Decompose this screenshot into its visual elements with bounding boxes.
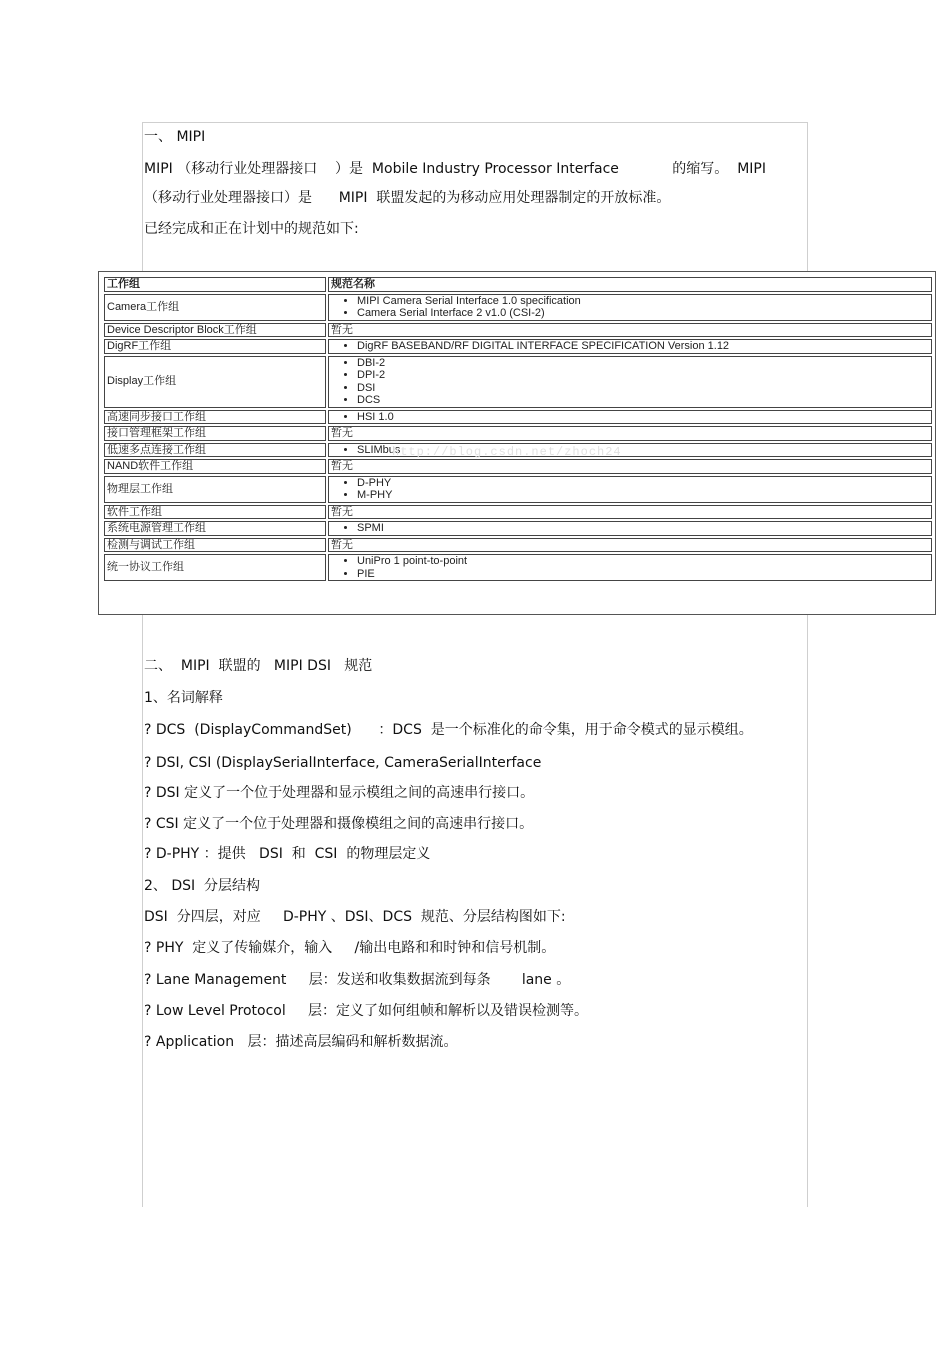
spec-list-item: • SLIMbus: [357, 444, 929, 457]
layer-lane-management: ? Lane Management 层：发送和收集数据流到每条 lane 。: [144, 972, 571, 988]
spec-name-cell: [328, 339, 932, 354]
working-group-cell: 接口管理框架工作组: [104, 426, 326, 441]
table-row: [104, 294, 932, 321]
spec-list: [331, 555, 929, 580]
spec-name-cell: [328, 294, 932, 321]
table-row: [104, 323, 932, 338]
spec-name-cell: 暂无: [328, 538, 932, 553]
spec-name-cell: [328, 476, 932, 503]
spec-list-item: • DCS: [357, 394, 929, 407]
watermark: http://blog.csdn.net/zhoch24: [392, 445, 622, 459]
table-header-row: [104, 277, 932, 292]
working-group-cell: 系统电源管理工作组: [104, 521, 326, 536]
working-group-cell: 物理层工作组: [104, 476, 326, 503]
spec-list-item: • D-PHY: [357, 477, 929, 490]
working-group-cell: NAND软件工作组: [104, 459, 326, 474]
spec-list: [331, 357, 929, 407]
table-row: [104, 459, 932, 474]
spec-list: [331, 295, 929, 320]
working-group-cell: 统一协议工作组: [104, 554, 326, 581]
working-group-cell: 低速多点连接工作组: [104, 443, 326, 458]
layer-phy: ? PHY 定义了传输媒介，输入 /输出电路和和时钟和信号机制。: [144, 940, 556, 956]
table-row: [104, 505, 932, 520]
spec-list-item: • HSI 1.0: [357, 411, 929, 424]
spec-list-item: • DSI: [357, 382, 929, 395]
section-2-heading: 二、 MIPI 联盟的 MIPI DSI 规范: [144, 658, 373, 674]
layer-low-level-protocol: ? Low Level Protocol 层：定义了如何组帧和解析以及错误检测等。: [144, 1003, 588, 1019]
term-dsi-csi: ? DSI, CSI (DisplaySerialInterface, CameraSerialInterface: [144, 755, 542, 771]
table-row: [104, 538, 932, 553]
spec-name-cell: [328, 356, 932, 408]
header-group: 工作组: [104, 277, 326, 292]
table-row: [104, 410, 932, 425]
working-group-cell: 软件工作组: [104, 505, 326, 520]
working-group-cell: DigRF工作组: [104, 339, 326, 354]
table-row: [104, 356, 932, 408]
subsection-1-heading: 1、名词解释: [144, 690, 223, 706]
term-dsi-def: ? DSI 定义了一个位于处理器和显示模组之间的高速串行接口。: [144, 785, 535, 801]
working-group-cell: Camera工作组: [104, 294, 326, 321]
layer-application: ? Application 层：描述高层编码和解析数据流。: [144, 1034, 458, 1050]
working-group-cell: 高速同步接口工作组: [104, 410, 326, 425]
working-group-cell: Display工作组: [104, 356, 326, 408]
spec-list-item: • SPMI: [357, 522, 929, 535]
spec-table-container: [98, 271, 936, 615]
spec-list-item: • DigRF BASEBAND/RF DIGITAL INTERFACE SPECIFICATION Version 1.12: [357, 340, 929, 353]
spec-name-cell: 暂无: [328, 459, 932, 474]
spec-name-cell: 暂无: [328, 323, 932, 338]
table-row: [104, 339, 932, 354]
table-row: [104, 521, 932, 536]
section-1-heading: 一、 MIPI: [144, 129, 206, 145]
spec-list-item: • MIPI Camera Serial Interface 1.0 specification: [357, 295, 929, 308]
term-dcs: ? DCS (DisplayCommandSet) ：DCS 是一个标准化的命令集，用于命令模式的显示模组。: [144, 722, 753, 738]
intro-paragraph-line-2: （移动行业处理器接口）是 MIPI 联盟发起的为移动应用处理器制定的开放标准。: [144, 190, 671, 206]
term-csi-def: ? CSI 定义了一个位于处理器和摄像模组之间的高速串行接口。: [144, 816, 534, 832]
spec-list-item: • UniPro 1 point-to-point: [357, 555, 929, 568]
spec-name-cell: [328, 554, 932, 581]
spec-name-cell: [328, 521, 932, 536]
spec-name-cell: 暂无: [328, 426, 932, 441]
spec-name-cell: [328, 410, 932, 425]
table-row: [104, 476, 932, 503]
spec-list: [331, 340, 929, 353]
table-row: [104, 426, 932, 441]
spec-list: [331, 522, 929, 535]
spec-list-item: • Camera Serial Interface 2 v1.0 (CSI-2): [357, 307, 929, 320]
working-group-cell: 检测与调试工作组: [104, 538, 326, 553]
spec-list-item: • M-PHY: [357, 489, 929, 502]
table-row: [104, 554, 932, 581]
spec-table: [102, 275, 934, 583]
spec-list-item: • PIE: [357, 568, 929, 581]
spec-name-cell: 暂无: [328, 505, 932, 520]
spec-list-item: • DBI-2: [357, 357, 929, 370]
spec-list-item: • DPI-2: [357, 369, 929, 382]
term-dphy: ? D-PHY ：提供 DSI 和 CSI 的物理层定义: [144, 846, 431, 862]
subsection-2-heading: 2、 DSI 分层结构: [144, 878, 261, 894]
spec-list: [331, 411, 929, 424]
spec-list-intro: 已经完成和正在计划中的规范如下:: [144, 221, 359, 237]
spec-list: [331, 477, 929, 502]
dsi-layers-intro: DSI 分四层，对应 D-PHY 、DSI、DCS 规范、分层结构图如下:: [144, 909, 566, 925]
working-group-cell: Device Descriptor Block工作组: [104, 323, 326, 338]
header-spec-name: 规范名称: [328, 277, 932, 292]
intro-paragraph-line-1: MIPI （移动行业处理器接口 ）是 Mobile Industry Processor Interface 的缩写。 MIPI: [144, 161, 766, 177]
